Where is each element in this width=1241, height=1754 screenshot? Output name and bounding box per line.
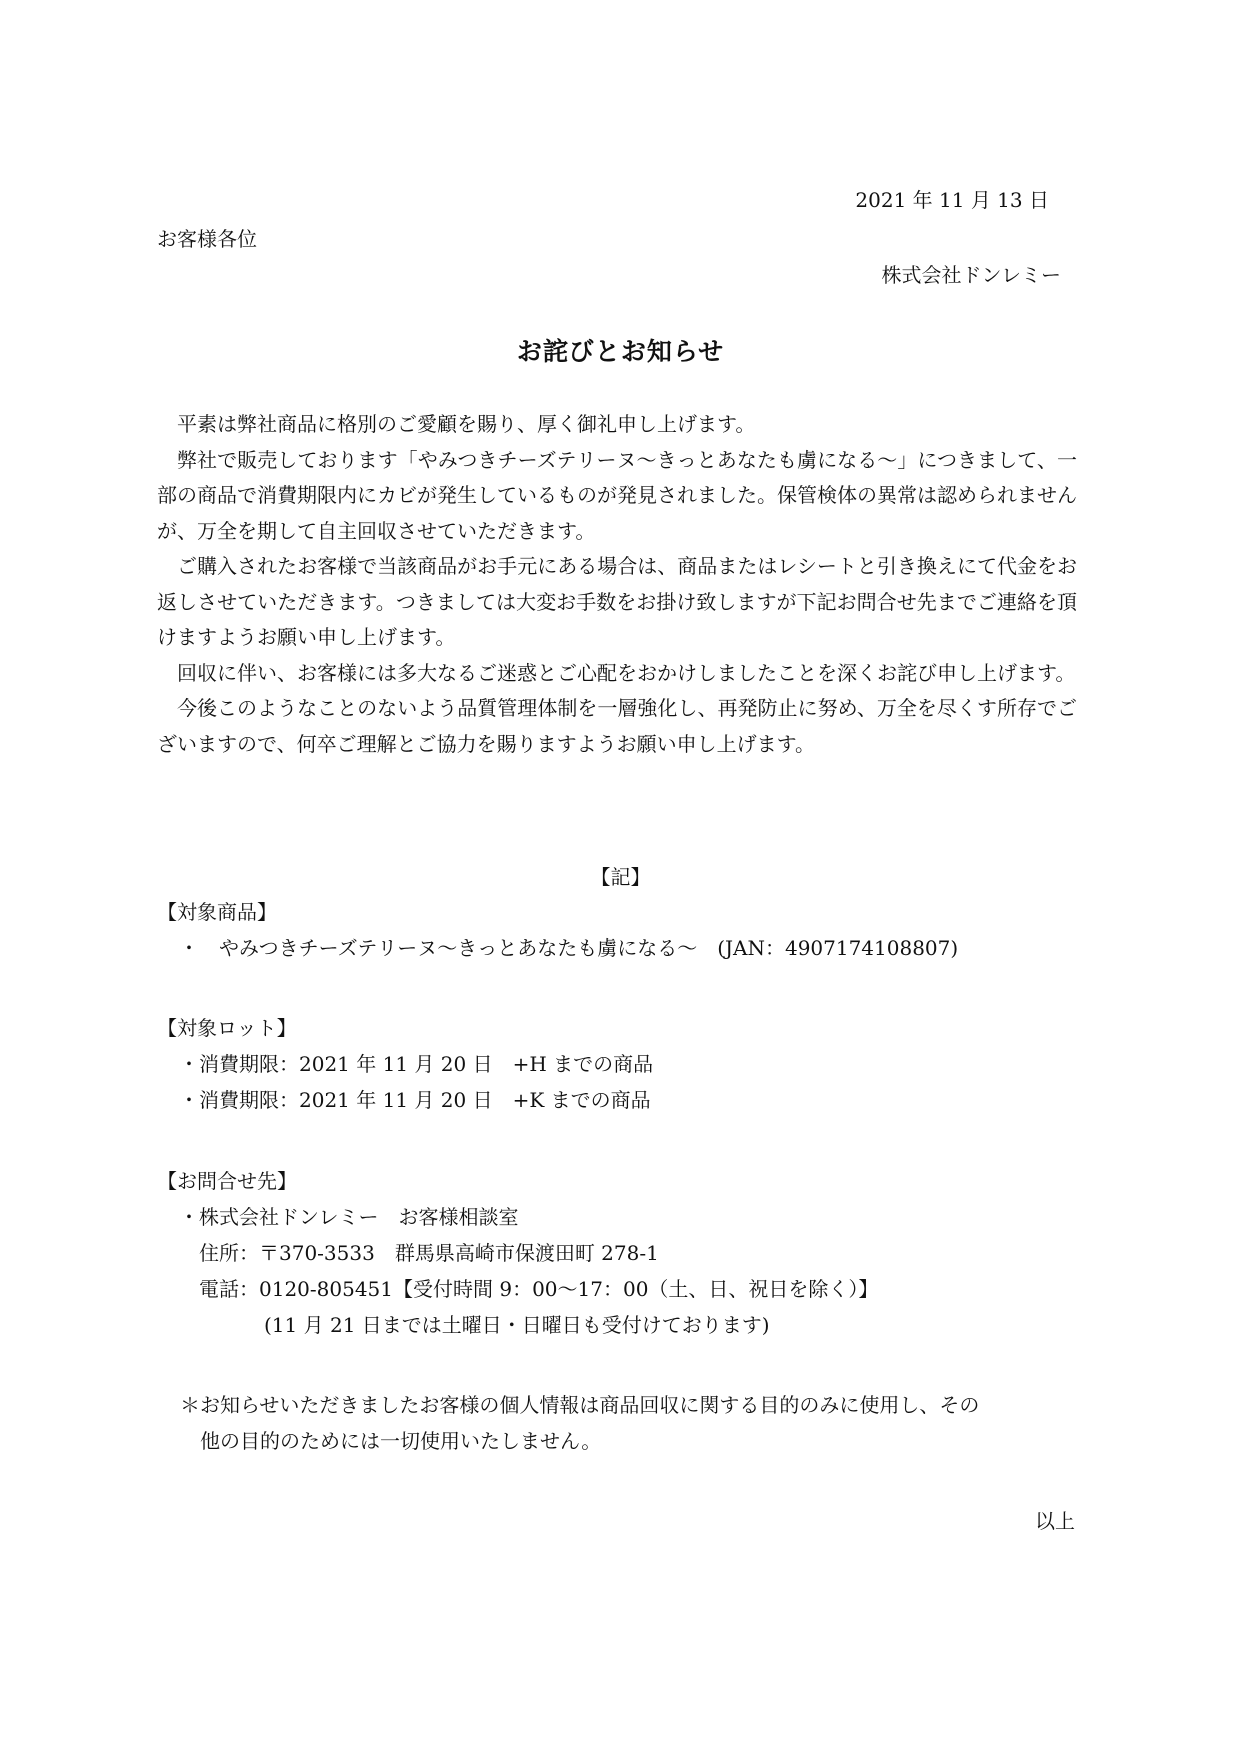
privacy-note-line: ＊お知らせいただきましたお客様の個人情報は商品回収に関する目的のみに使用し、その [180, 1393, 980, 1417]
contact-company: ・株式会社ドンレミー お客様相談室 [179, 1205, 519, 1229]
body-paragraph: 弊社で販売しております「やみつきチーズテリーヌ～きっとあなたも虜になる～」につきまして、一部の商品で消費期限内にカビが発生しているものが発見されました。保管検体の異常は認められませんが、万全を期して自主回収させていただきます。 [157, 447, 1077, 543]
document-title: お詫びとお知らせ [516, 337, 725, 366]
contact-phone-note: (11 月 21 日までは土曜日・日曜日も受付けております) [264, 1313, 770, 1337]
body-text [157, 407, 1077, 762]
body-paragraph: 回収に伴い、お客様には多大なるご迷惑とご心配をおかけしましたことを深くお詫び申し上げます。 [177, 660, 1076, 685]
contact-phone: 電話：0120-805451【受付時間 9：00～17：00（土、日、祝日を除く）】 [199, 1277, 879, 1301]
contact-heading: 【お問合せ先】 [157, 1169, 297, 1193]
sender-company: 株式会社ドンレミー [881, 263, 1061, 287]
product-item: ・ やみつきチーズテリーヌ～きっとあなたも虜になる～ (JAN：4907174108807) [179, 936, 959, 960]
body-paragraph: 平素は弊社商品に格別のご愛顧を賜り、厚く御礼申し上げます。 [177, 412, 756, 436]
lot-item: ・消費期限：2021 年 11 月 20 日 +K までの商品 [179, 1088, 651, 1112]
contact-address: 住所：〒370-3533 群馬県高崎市保渡田町 278-1 [199, 1241, 659, 1265]
recipient: お客様各位 [157, 227, 257, 251]
closing-mark: 以上 [1035, 1509, 1075, 1533]
products-heading: 【対象商品】 [157, 900, 277, 924]
body-paragraph: 今後このようなことのないよう品質管理体制を一層強化し、再発防止に努め、万全を尽くす所存でございますので、何卒ご理解とご協力を賜りますようお願い申し上げます。 [157, 696, 1077, 756]
body-paragraph: ご購入されたお客様で当該商品がお手元にある場合は、商品またはレシートと引き換えにて代金をお返しさせていただきます。つきましては大変お手数をお掛け致しますが下記お問合せ先までご連絡を頂けますようお願い申し上げます。 [157, 554, 1077, 649]
privacy-note [180, 1387, 1078, 1459]
lots-section [157, 1010, 653, 1118]
contact-section [157, 1163, 878, 1343]
document-date: 2021 年 11 月 13 日 [855, 188, 1049, 212]
ki-heading: 【記】 [590, 865, 651, 889]
products-section [157, 894, 958, 966]
privacy-note-line: 他の目的のためには一切使用いたしません。 [200, 1429, 602, 1453]
lot-item: ・消費期限：2021 年 11 月 20 日 +H までの商品 [179, 1052, 654, 1076]
lots-heading: 【対象ロット】 [157, 1016, 297, 1040]
